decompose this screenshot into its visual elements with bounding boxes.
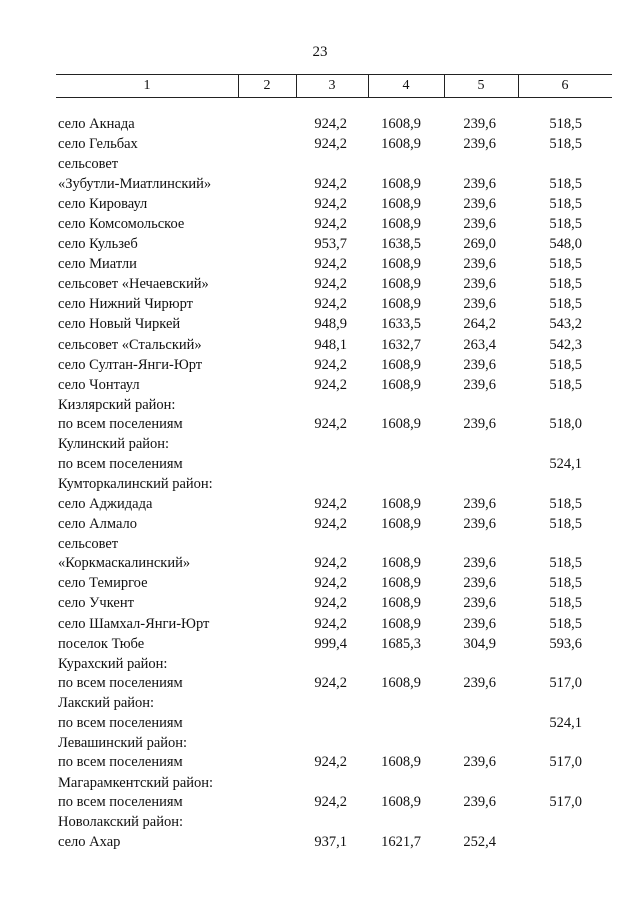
- cell-c3: 948,9: [314, 316, 347, 333]
- page-number: 23: [312, 44, 328, 60]
- cell-c5: 252,4: [463, 833, 496, 850]
- cell-c3: 924,2: [314, 175, 347, 192]
- row-name-line: село Султан-Янги-Юрт: [58, 356, 203, 373]
- row-name-line: «Коркмаскалинский»: [58, 555, 191, 572]
- cell-c5: 239,6: [463, 276, 496, 293]
- cell-c6: 518,5: [549, 595, 582, 612]
- cell-c4: 1608,9: [381, 195, 421, 212]
- cell-c3: 937,1: [314, 833, 347, 850]
- cell-c6: 518,5: [549, 175, 582, 192]
- table-row: [0, 476, 640, 515]
- row-name-line: по всем поселениям: [58, 416, 183, 433]
- cell-c3: 924,2: [314, 794, 347, 810]
- cell-c6: 517,0: [549, 794, 582, 810]
- row-name-line: «Зубутли-Миатлинский»: [58, 175, 212, 192]
- cell-c5: 239,6: [463, 356, 496, 373]
- cell-c4: 1685,3: [381, 635, 421, 652]
- cell-c3: 924,2: [314, 296, 347, 313]
- row-name-line: сельсовет «Стальский»: [58, 336, 202, 353]
- header-col-3: 3: [328, 78, 336, 93]
- cell-c6: 542,3: [549, 336, 582, 353]
- cell-c6: 518,5: [549, 495, 582, 512]
- row-name-line: село Учкент: [58, 595, 134, 612]
- cell-c4: 1608,9: [381, 615, 421, 632]
- cell-c5: 239,6: [463, 136, 496, 153]
- cell-c3: 924,2: [314, 555, 347, 572]
- row-name-line: село Кироваул: [58, 195, 148, 212]
- table-row: [0, 256, 640, 276]
- cell-c5: 239,6: [463, 595, 496, 612]
- cell-c4: 1608,9: [381, 256, 421, 273]
- row-name-line: село Ахар: [58, 833, 121, 850]
- row-name-line: по всем поселениям: [58, 455, 183, 472]
- cell-c6: 518,5: [549, 215, 582, 232]
- row-name-line: село Акнада: [58, 116, 135, 132]
- cell-c6: 548,0: [549, 236, 582, 252]
- cell-c6: 517,0: [549, 675, 582, 692]
- row-name-line: село Аджидада: [58, 495, 153, 512]
- cell-c3: 924,2: [314, 754, 347, 771]
- cell-c5: 239,6: [463, 215, 496, 232]
- row-name-line: сельсовет: [58, 535, 119, 552]
- table-row: [0, 377, 640, 397]
- cell-c5: 239,6: [463, 754, 496, 771]
- row-name-line: Кулинский район:: [58, 436, 170, 453]
- row-name-line: Магарамкентский район:: [58, 774, 214, 791]
- table-row: [0, 136, 640, 156]
- cell-c4: 1608,9: [381, 794, 421, 810]
- table-row: [0, 636, 640, 656]
- row-name-line: по всем поселениям: [58, 714, 183, 731]
- cell-c3: 924,2: [314, 256, 347, 273]
- cell-c3: 924,2: [314, 615, 347, 632]
- table-row: [0, 436, 640, 475]
- cell-c5: 239,6: [463, 555, 496, 572]
- cell-c5: 239,6: [463, 675, 496, 692]
- row-name-line: Лакский район:: [58, 695, 155, 712]
- cell-c3: 999,4: [314, 635, 347, 652]
- cell-c4: 1608,9: [381, 296, 421, 313]
- cell-c6: 518,5: [549, 296, 582, 313]
- table-row: [0, 216, 640, 236]
- cell-c4: 1608,9: [381, 136, 421, 153]
- table-row: [0, 695, 640, 734]
- cell-c4: 1608,9: [381, 376, 421, 393]
- table-row: [0, 536, 640, 575]
- cell-c6: 543,2: [549, 316, 582, 333]
- cell-c4: 1608,9: [381, 555, 421, 572]
- table-row: [0, 775, 640, 814]
- row-name-line: село Гельбах: [58, 136, 138, 153]
- cell-c6: 518,5: [549, 195, 582, 212]
- cell-c6: 518,5: [549, 515, 582, 532]
- header-col-6: 6: [561, 78, 569, 93]
- table-row: [0, 196, 640, 216]
- cell-c5: 264,2: [463, 316, 496, 333]
- cell-c6: 518,5: [549, 615, 582, 632]
- cell-c5: 239,6: [463, 575, 496, 592]
- cell-c3: 948,1: [314, 336, 347, 353]
- cell-c3: 924,2: [314, 356, 347, 373]
- cell-c5: 239,6: [463, 256, 496, 273]
- cell-c5: 263,4: [463, 336, 496, 353]
- cell-c4: 1621,7: [381, 833, 421, 850]
- cell-c6: 518,5: [549, 575, 582, 592]
- row-name-line: село Нижний Чирюрт: [58, 296, 193, 313]
- header-col-2: 2: [263, 78, 271, 93]
- row-name-line: село Комсомольское: [58, 215, 185, 232]
- table-row: [0, 814, 640, 853]
- cell-c3: 924,2: [314, 515, 347, 532]
- cell-c4: 1608,9: [381, 595, 421, 612]
- cell-c3: 924,2: [314, 215, 347, 232]
- row-name-line: по всем поселениям: [58, 794, 183, 810]
- cell-c6: 524,1: [549, 455, 582, 472]
- cell-c5: 239,6: [463, 416, 496, 433]
- row-name-line: село Темиргое: [58, 575, 148, 592]
- cell-c3: 924,2: [314, 116, 347, 132]
- cell-c5: 239,6: [463, 195, 496, 212]
- table-row: [0, 236, 640, 256]
- cell-c4: 1608,9: [381, 495, 421, 512]
- row-name-line: сельсовет: [58, 156, 119, 173]
- row-name-line: село Шамхал-Янги-Юрт: [58, 615, 210, 632]
- row-name-line: село Миатли: [58, 256, 137, 273]
- cell-c5: 239,6: [463, 495, 496, 512]
- cell-c3: 953,7: [314, 236, 347, 252]
- table-row: [0, 156, 640, 195]
- cell-c6: 518,5: [549, 116, 582, 132]
- cell-c4: 1608,9: [381, 215, 421, 232]
- row-name-line: село Чонтаул: [58, 376, 140, 393]
- row-name-line: Левашинский район:: [58, 734, 188, 751]
- cell-c5: 269,0: [463, 236, 496, 252]
- cell-c5: 239,6: [463, 515, 496, 532]
- header-col-1: 1: [143, 78, 151, 93]
- table-row: [0, 337, 640, 357]
- cell-c4: 1608,9: [381, 175, 421, 192]
- table-row: [0, 357, 640, 377]
- cell-c4: 1633,5: [381, 316, 421, 333]
- table-row: [0, 276, 640, 296]
- row-name-line: сельсовет «Нечаевский»: [58, 276, 209, 293]
- cell-c3: 924,2: [314, 136, 347, 153]
- cell-c3: 924,2: [314, 575, 347, 592]
- cell-c3: 924,2: [314, 675, 347, 692]
- cell-c3: 924,2: [314, 416, 347, 433]
- cell-c3: 924,2: [314, 276, 347, 293]
- table-row: [0, 296, 640, 316]
- cell-c6: 518,5: [549, 256, 582, 273]
- cell-c4: 1608,9: [381, 116, 421, 132]
- table-row: [0, 595, 640, 615]
- table-row: [0, 397, 640, 436]
- cell-c4: 1638,5: [381, 236, 421, 252]
- header-col-4: 4: [402, 78, 410, 93]
- cell-c4: 1632,7: [381, 336, 421, 353]
- header-col-5: 5: [477, 78, 485, 93]
- cell-c5: 239,6: [463, 794, 496, 810]
- cell-c3: 924,2: [314, 595, 347, 612]
- cell-c3: 924,2: [314, 376, 347, 393]
- row-name-line: село Алмало: [58, 515, 137, 532]
- table-row: [0, 516, 640, 536]
- cell-c6: 524,1: [549, 714, 582, 731]
- cell-c6: 593,6: [549, 635, 582, 652]
- cell-c6: 518,0: [549, 416, 582, 433]
- cell-c5: 239,6: [463, 615, 496, 632]
- cell-c3: 924,2: [314, 495, 347, 512]
- table-row: [0, 616, 640, 636]
- row-name-line: поселок Тюбе: [58, 635, 145, 652]
- cell-c6: 517,0: [549, 754, 582, 771]
- table-row: [0, 575, 640, 595]
- table-row: [0, 316, 640, 336]
- row-name-line: по всем поселениям: [58, 754, 183, 771]
- row-name-line: село Новый Чиркей: [58, 316, 181, 333]
- cell-c4: 1608,9: [381, 754, 421, 771]
- cell-c6: 518,5: [549, 555, 582, 572]
- cell-c6: 518,5: [549, 376, 582, 393]
- cell-c5: 304,9: [463, 635, 496, 652]
- cell-c3: 924,2: [314, 195, 347, 212]
- cell-c4: 1608,9: [381, 575, 421, 592]
- cell-c4: 1608,9: [381, 416, 421, 433]
- cell-c4: 1608,9: [381, 515, 421, 532]
- cell-c5: 239,6: [463, 175, 496, 192]
- cell-c5: 239,6: [463, 116, 496, 132]
- cell-c4: 1608,9: [381, 675, 421, 692]
- cell-c4: 1608,9: [381, 276, 421, 293]
- row-name-line: по всем поселениям: [58, 675, 183, 692]
- table-row: [0, 656, 640, 695]
- row-name-line: Кизлярский район:: [58, 396, 176, 413]
- row-name-line: село Кульзеб: [58, 236, 138, 252]
- cell-c6: 518,5: [549, 136, 582, 153]
- row-name-line: Новолакский район:: [58, 814, 183, 831]
- cell-c5: 239,6: [463, 296, 496, 313]
- cell-c6: 518,5: [549, 276, 582, 293]
- row-name-line: Курахский район:: [58, 655, 168, 672]
- cell-c6: 518,5: [549, 356, 582, 373]
- row-name-line: Кумторкалинский район:: [58, 476, 213, 492]
- table-row: [0, 735, 640, 774]
- cell-c5: 239,6: [463, 376, 496, 393]
- table-row: [0, 116, 640, 136]
- cell-c4: 1608,9: [381, 356, 421, 373]
